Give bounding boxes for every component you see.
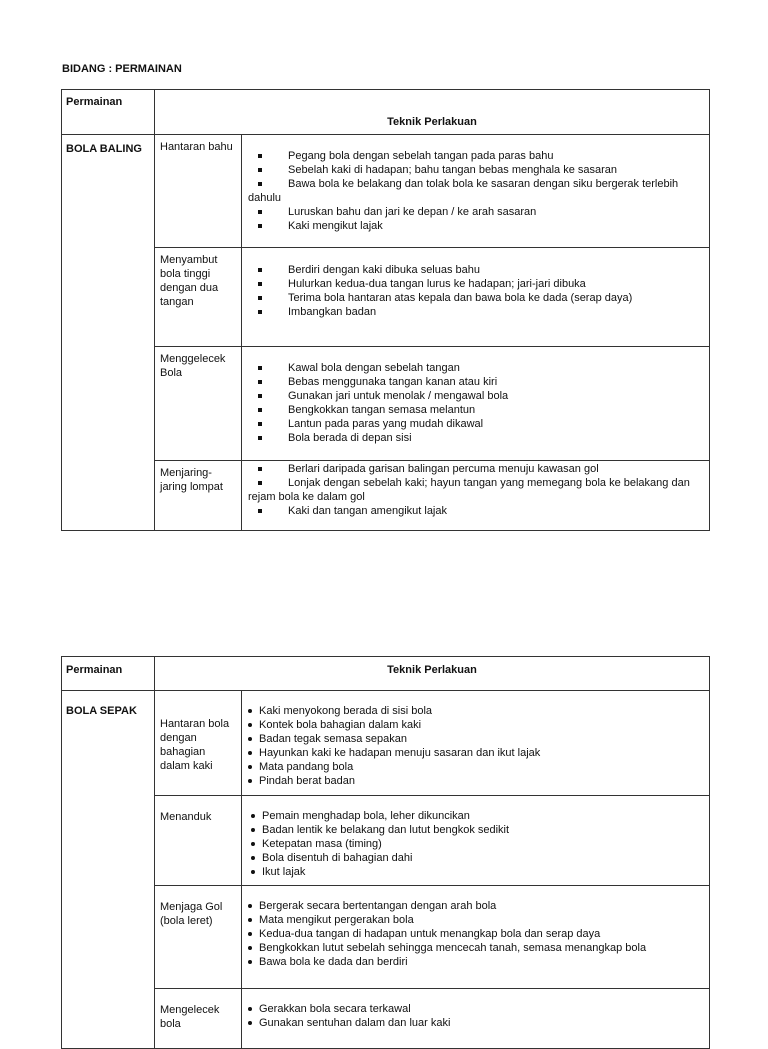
technique-list bbox=[242, 704, 703, 788]
technique-list bbox=[248, 149, 703, 233]
technique-cell bbox=[242, 691, 710, 796]
table-row bbox=[62, 347, 710, 461]
list-item: Bengkokkan tangan semasa melantun bbox=[248, 403, 703, 417]
technique-list bbox=[242, 1002, 703, 1030]
bola-sepak-table bbox=[61, 656, 710, 1049]
skill-name: Menggelecek Bola bbox=[155, 347, 242, 461]
list-item: Kaki mengikut lajak bbox=[248, 219, 703, 233]
header-permainan: Permainan bbox=[62, 90, 155, 135]
list-item: Badan tegak semasa sepakan bbox=[242, 732, 703, 746]
technique-cell bbox=[242, 461, 710, 531]
list-item: Imbangkan badan bbox=[248, 305, 703, 319]
skill-name: Menanduk bbox=[155, 796, 242, 886]
technique-list bbox=[248, 263, 703, 319]
list-item: Pindah berat badan bbox=[242, 774, 703, 788]
technique-list bbox=[245, 809, 703, 879]
header-teknik-perlakuan: Teknik Perlakuan bbox=[155, 90, 710, 135]
list-item: Lantun pada paras yang mudah dikawal bbox=[248, 417, 703, 431]
technique-cell bbox=[242, 796, 710, 886]
list-item: Bergerak secara bertentangan dengan arah bola bbox=[242, 899, 703, 913]
skill-name: Menyambut bola tinggi dengan dua tangan bbox=[155, 248, 242, 347]
table-row bbox=[62, 989, 710, 1049]
list-item: Gerakkan bola secara terkawal bbox=[242, 1002, 703, 1016]
technique-list bbox=[248, 361, 703, 445]
table-row bbox=[62, 135, 710, 248]
list-item: Kawal bola dengan sebelah tangan bbox=[248, 361, 703, 375]
list-item: Luruskan bahu dan jari ke depan / ke arah sasaran bbox=[248, 205, 703, 219]
list-item: Badan lentik ke belakang dan lutut bengkok sedikit bbox=[245, 823, 703, 837]
technique-list bbox=[242, 899, 703, 969]
list-item: Kaki menyokong berada di sisi bola bbox=[242, 704, 703, 718]
list-item: Gunakan jari untuk menolak / mengawal bola bbox=[248, 389, 703, 403]
skill-name: Mengelecek bola bbox=[155, 989, 242, 1049]
skill-name: Hantaran bahu bbox=[155, 135, 242, 248]
list-item: Kaki dan tangan amengikut lajak bbox=[248, 504, 703, 518]
list-item: Berdiri dengan kaki dibuka seluas bahu bbox=[248, 263, 703, 277]
page-heading: BIDANG : PERMAINAN bbox=[62, 63, 182, 75]
technique-cell bbox=[242, 248, 710, 347]
technique-cell bbox=[242, 886, 710, 989]
list-item: Lonjak dengan sebelah kaki; hayun tangan yang memegang bola ke belakang dan rejam bola ke dalam gol bbox=[248, 476, 703, 504]
table-header-row bbox=[62, 657, 710, 691]
technique-cell bbox=[242, 347, 710, 461]
table-row bbox=[62, 691, 710, 796]
technique-cell bbox=[242, 989, 710, 1049]
list-item: Berlari daripada garisan balingan percuma menuju kawasan gol bbox=[248, 462, 703, 476]
skill-name: Hantaran bola dengan bahagian dalam kaki bbox=[155, 691, 242, 796]
list-item: Kontek bola bahagian dalam kaki bbox=[242, 718, 703, 732]
header-permainan: Permainan bbox=[62, 657, 155, 691]
list-item: Bola disentuh di bahagian dahi bbox=[245, 851, 703, 865]
list-item: Sebelah kaki di hadapan; bahu tangan bebas menghala ke sasaran bbox=[248, 163, 703, 177]
bola-baling-table bbox=[61, 89, 710, 531]
list-item: Pemain menghadap bola, leher dikuncikan bbox=[245, 809, 703, 823]
skill-name: Menjaga Gol (bola leret) bbox=[155, 886, 242, 989]
table-row bbox=[62, 461, 710, 531]
table-header-row bbox=[62, 90, 710, 135]
game-name: BOLA BALING bbox=[62, 135, 155, 531]
table-row bbox=[62, 248, 710, 347]
list-item: Hulurkan kedua-dua tangan lurus ke hadapan; jari-jari dibuka bbox=[248, 277, 703, 291]
list-item: Pegang bola dengan sebelah tangan pada paras bahu bbox=[248, 149, 703, 163]
header-teknik-perlakuan: Teknik Perlakuan bbox=[155, 657, 710, 691]
table-row bbox=[62, 886, 710, 989]
technique-list bbox=[248, 462, 703, 518]
list-item: Bengkokkan lutut sebelah sehingga mencecah tanah, semasa menangkap bola bbox=[242, 941, 703, 955]
list-item: Gunakan sentuhan dalam dan luar kaki bbox=[242, 1016, 703, 1030]
list-item: Bola berada di depan sisi bbox=[248, 431, 703, 445]
list-item: Kedua-dua tangan di hadapan untuk menangkap bola dan serap daya bbox=[242, 927, 703, 941]
table-row bbox=[62, 796, 710, 886]
list-item: Bawa bola ke belakang dan tolak bola ke sasaran dengan siku bergerak terlebih dahulu bbox=[248, 177, 703, 205]
list-item: Hayunkan kaki ke hadapan menuju sasaran dan ikut lajak bbox=[242, 746, 703, 760]
skill-name: Menjaring-jaring lompat bbox=[155, 461, 242, 531]
list-item: Bawa bola ke dada dan berdiri bbox=[242, 955, 703, 969]
list-item: Mata mengikut pergerakan bola bbox=[242, 913, 703, 927]
list-item: Ikut lajak bbox=[245, 865, 703, 879]
list-item: Ketepatan masa (timing) bbox=[245, 837, 703, 851]
technique-cell bbox=[242, 135, 710, 248]
list-item: Mata pandang bola bbox=[242, 760, 703, 774]
list-item: Bebas menggunaka tangan kanan atau kiri bbox=[248, 375, 703, 389]
game-name: BOLA SEPAK bbox=[62, 691, 155, 1049]
list-item: Terima bola hantaran atas kepala dan bawa bola ke dada (serap daya) bbox=[248, 291, 703, 305]
